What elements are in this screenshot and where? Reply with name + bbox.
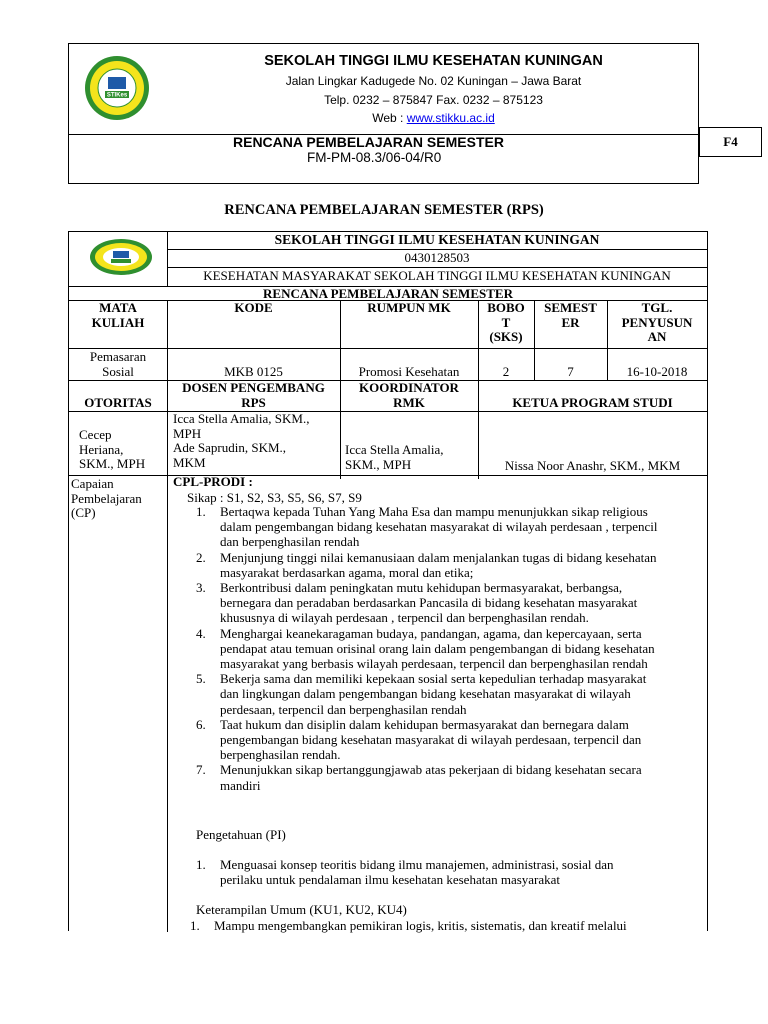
web-label: Web : <box>372 111 404 125</box>
cp-label: Capaian Pembelajaran (CP) <box>71 476 142 520</box>
col-kode: KODE <box>234 300 273 315</box>
ketua-name: Nissa Noor Anashr, SKM., MKM <box>504 458 681 473</box>
table-program: KESEHATAN MASYARAKAT SEKOLAH TINGGI ILMU KESEHATAN KUNINGAN <box>203 268 671 283</box>
list-item: 1. Mampu mengembangkan pemikiran logis, kritis, sistematis, dan kreatif melalui <box>190 918 627 933</box>
col-bobot: BOBO T (SKS) <box>487 300 525 344</box>
course-kode: MKB 0125 <box>224 364 283 379</box>
col-rumpun: RUMPUN MK <box>367 300 451 315</box>
list-item: 1. Menguasai konsep teoritis bidang ilmu manajemen, administrasi, sosial dan perilaku untuk pendalaman ilmu kesehatan kesehatan masyarakat <box>196 857 614 888</box>
web-line <box>169 111 698 125</box>
list-item: 3. Berkontribusi dalam peningkatan mutu kehidupan bermasyarakat, berbangsa, bernegara dan peradaban berdasarkan Pancasila di bidang kesehatan masyarakat khususnya di wilayah perdesaan , terpencil dan berpenghasilan rendah. <box>196 580 638 626</box>
list-item: 2. Menjunjung tinggi nilai kemanusiaan dalam menjalankan tugas di bidang kesehatan masyarakat berdasarkan agama, moral dan etika; <box>196 549 657 580</box>
institution-logo-small <box>89 238 153 276</box>
col-semester: SEMEST ER <box>544 300 597 330</box>
pengetahuan-label: Pengetahuan (PI) <box>196 827 286 842</box>
col-tgl: TGL. PENYUSUN AN <box>621 300 693 344</box>
phone: Telp. 0232 – 875847 Fax. 0232 – 875123 <box>324 93 543 107</box>
list-item: 6. Taat hukum dan disiplin dalam kehidupan bermasyarakat dan bernegara dalam pengembangan bidang kesehatan masyarakat di wilayah perdesaan, terpencil dan berpenghasilan rendah. <box>196 716 642 763</box>
otoritas-label: OTORITAS <box>84 395 152 410</box>
list-item: 4. Menghargai keanekaragaman budaya, pandangan, agama, dan kepercayaan, serta pendapat atau temuan orisinal orang lain dalam pengembangan di bidang kesehatan masyarakat yang berbasis wilayah perdesaan, terpencil dan berpenghasilan rendah <box>196 625 655 672</box>
keterampilan-list <box>190 918 700 933</box>
table-code: 0430128503 <box>404 250 470 265</box>
doc-code: FM-PM-08.3/06-04/R0 <box>307 150 442 165</box>
section-title: RENCANA PEMBELAJARAN SEMESTER <box>263 286 513 301</box>
col-mata-kuliah: MATA KULIAH <box>91 300 145 330</box>
list-item: 7. Menunjukkan sikap bertanggungjawab atas pekerjaan di bidang kesehatan secara mandiri <box>196 762 642 793</box>
letterhead <box>68 43 699 184</box>
page-title: RENCANA PEMBELAJARAN SEMESTER (RPS) <box>224 202 544 218</box>
course-rumpun: Promosi Kesehatan <box>358 364 460 379</box>
doc-title: RENCANA PEMBELAJARAN SEMESTER <box>233 134 504 150</box>
koordinator-name: Icca Stella Amalia, SKM., MPH <box>345 442 444 472</box>
otoritas-name: Cecep Heriana, SKM., MPH <box>79 427 146 471</box>
pengetahuan-list <box>196 857 700 887</box>
web-link[interactable]: www.stikku.ac.id <box>406 111 495 125</box>
list-item: 1. Bertaqwa kepada Tuhan Yang Maha Esa dan mampu menunjukkan sikap religious dalam pengembangan bidang kesehatan masyarakat di wilayah perdesaan , terpencil dan berpenghasilan rendah <box>196 504 658 550</box>
institution-name: SEKOLAH TINGGI ILMU KESEHATAN KUNINGAN <box>264 53 603 69</box>
list-item: 5. Bekerja sama dan memiliki kepekaan sosial serta kepedulian terhadap masyarakat dan lingkungan dalam pengembangan bidang kesehatan masyarakat di wilayah perdesaan, terpencil dan berpenghasilan rendah <box>196 671 647 717</box>
table-institution: SEKOLAH TINGGI ILMU KESEHATAN KUNINGAN <box>274 232 600 247</box>
sikap-list <box>196 504 700 793</box>
course-bobot: 2 <box>502 364 510 379</box>
svg-text:STIKes: STIKes <box>106 92 128 99</box>
course-semester: 7 <box>567 364 574 379</box>
course-tgl: 16-10-2018 <box>626 364 688 379</box>
dosen-header: DOSEN PENGEMBANG RPS <box>182 380 325 410</box>
keterampilan-label: Keterampilan Umum (KU1, KU2, KU4) <box>196 902 407 917</box>
form-tag: F4 <box>699 127 762 157</box>
koordinator-header: KOORDINATOR RMK <box>359 380 459 410</box>
sikap-label: Sikap : S1, S2, S3, S5, S6, S7, S9 <box>187 490 362 505</box>
address: Jalan Lingkar Kadugede No. 02 Kuningan – Jawa Barat <box>285 74 582 88</box>
course-name: Pemasaran Sosial <box>89 349 147 379</box>
institution-logo <box>84 55 150 121</box>
dosen-names: Icca Stella Amalia, SKM., MPH Ade Saprudin, SKM., MKM <box>173 411 310 470</box>
cpl-title: CPL-PRODI : <box>173 474 253 489</box>
ketua-header: KETUA PROGRAM STUDI <box>512 395 673 410</box>
